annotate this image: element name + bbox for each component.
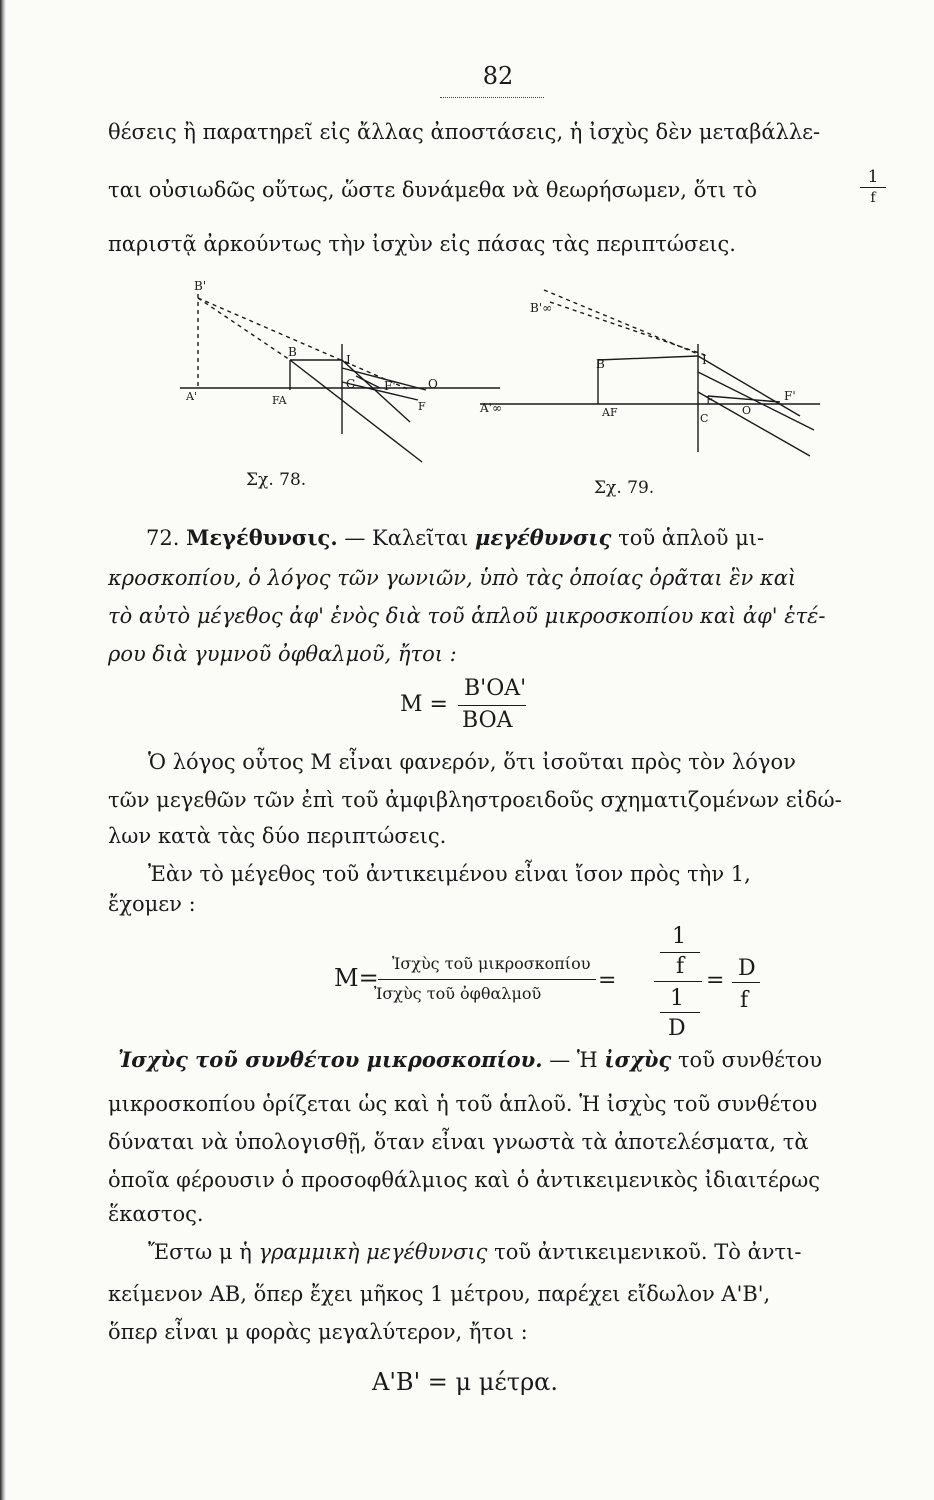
text-line: ται οὐσιωδῶς οὕτως, ὥστε δυνάμεθα νὰ θεωρήσωμεν, ὅτι τὸ — [108, 178, 758, 202]
defined-term: μεγέθυνσις — [475, 525, 612, 550]
text-line-mixed — [148, 1238, 801, 1266]
em-dash: — — [344, 526, 366, 550]
figure-79-caption: Σχ. 79. — [594, 478, 655, 498]
formula-bar — [660, 952, 700, 953]
formula-bar — [660, 1012, 700, 1013]
fraction-denominator: f — [870, 190, 876, 206]
fig78-label-C: C — [346, 377, 356, 391]
fig78-label-FA: FA — [272, 394, 287, 407]
fig78-dashed-ray — [198, 298, 410, 390]
fig78-label-F: F — [418, 400, 426, 413]
fig79-label-AF: AF — [602, 406, 618, 419]
page-number-rule — [440, 97, 544, 98]
text-line: τῶν μεγεθῶν τῶν ἐπὶ τοῦ ἀμφιβληστροειδοῦς σχηματιζομένων εἰδώ- — [108, 788, 842, 812]
section-title: Μεγέθυνσις. — [186, 525, 338, 550]
fig79-label-I: I — [702, 353, 707, 367]
em-dash: — — [549, 1048, 571, 1072]
text-line: ρου διὰ γυμνοῦ ὀφθαλμοῦ, ἤτοι : — [108, 642, 457, 666]
text-line: ὅπερ εἶναι μ φορὰς μεγαλύτερον, ἤτοι : — [108, 1320, 528, 1344]
text-fragment: τοῦ συνθέτου — [677, 1048, 823, 1072]
text-fragment: Καλεῖται — [372, 526, 469, 550]
formula-image-size: A'B' = μ μέτρα. — [372, 1368, 559, 1396]
text-fragment: Ἡ — [576, 1048, 598, 1072]
formula-right-den: f — [740, 988, 749, 1013]
section-title: Ἰσχὺς τοῦ συνθέτου μικροσκοπίου. — [118, 1047, 543, 1072]
italic-term: γραμμικὴ μεγέθυνσις — [258, 1240, 488, 1264]
text-line: Ὁ λόγος οὗτος Μ εἶναι φανερόν, ὅτι ἰσοῦται πρὸς τὸν λόγον — [148, 750, 796, 774]
formula-mid-bot-den: D — [668, 1016, 686, 1041]
fig79-ray — [698, 372, 814, 430]
formula-denominator: BOA — [462, 708, 513, 733]
figure-78-diagram — [180, 294, 500, 462]
fig79-ray — [708, 396, 780, 402]
text-fragment: Ἔστω μ ἡ — [148, 1240, 252, 1264]
formula-mid-top-den: f — [676, 954, 685, 979]
fig78-label-B: B — [288, 345, 297, 359]
text-line: Ἐὰν τὸ μέγεθος τοῦ ἀντικειμένου εἶναι ἴσον πρὸς τὴν 1, — [148, 862, 751, 886]
formula-bar — [458, 705, 526, 706]
fraction-bar — [860, 187, 886, 188]
formula-numerator: B'OA' — [464, 676, 527, 701]
formula-equals: = — [706, 968, 725, 993]
figures-diagram — [160, 272, 840, 472]
page-number: 82 — [482, 62, 514, 90]
formula-power-ratio — [334, 924, 764, 1044]
text-line: θέσεις ἢ παρατηρεῖ εἰς ἄλλας ἀποστάσεις, ἡ ἰσχὺς δὲν μεταβάλλε- — [108, 120, 821, 144]
formula-denominator-text: Ἰσχὺς τοῦ ὀφθαλμοῦ — [374, 984, 542, 1003]
text-line: τὸ αὐτὸ μέγεθος ἀφ' ἑνὸς διὰ τοῦ ἁπλοῦ μικροσκοπίου καὶ ἀφ' ἑτέ- — [108, 604, 826, 628]
fig78-label-A-prime: A' — [186, 390, 197, 403]
fig78-ray — [342, 360, 410, 422]
fig79-label-B-inf: B'∞ — [530, 301, 553, 315]
formula-lhs: M= — [334, 964, 379, 992]
text-line: ὁποῖα φέρουσιν ὁ προσοφθάλμιος καὶ ὁ ἀντικειμενικὸς ἰδιαιτέρως — [108, 1168, 820, 1192]
text-line: λων κατὰ τὰς δύο περιπτώσεις. — [108, 824, 447, 848]
text-line: κείμενον AB, ὅπερ ἔχει μῆκος 1 μέτρου, παρέχει εἴδωλον A'B', — [108, 1282, 771, 1306]
fig79-label-F-prime: F' — [784, 389, 796, 403]
inline-fraction — [858, 168, 888, 207]
formula-bar — [732, 982, 760, 983]
fig79-label-O: O — [742, 404, 752, 417]
fig79-label-C: C — [700, 412, 709, 425]
fig78-label-A-inf: A'∞ — [480, 401, 502, 415]
fig79-dashed-ray — [550, 302, 708, 356]
formula-bar — [378, 979, 596, 980]
text-fragment: τοῦ ἀντικειμενικοῦ. Τὸ ἀντι- — [494, 1240, 802, 1264]
fig78-ray — [290, 360, 422, 462]
fig78-dashed-ray — [198, 298, 290, 360]
formula-bar — [654, 981, 702, 982]
section-72-heading-line — [146, 524, 764, 552]
defined-term: ἰσχὺς — [604, 1047, 672, 1072]
formula-numerator-text: Ἰσχὺς τοῦ μικροσκοπίου — [392, 954, 591, 973]
text-line: ἕκαστος. — [108, 1202, 204, 1226]
fig79-parallel-ray — [598, 356, 698, 360]
formula-mid-bot-num: 1 — [670, 986, 684, 1011]
fig78-label-B-prime: B' — [194, 279, 207, 293]
text-line: μικροσκοπίου ὁρίζεται ὡς καὶ ἡ τοῦ ἁπλοῦ. Ἡ ἰσχὺς τοῦ συνθέτου — [108, 1092, 818, 1116]
text-line: ἔχομεν : — [108, 892, 196, 916]
fig78-label-I: I — [346, 353, 351, 367]
formula-lhs: M = — [400, 692, 448, 717]
fraction-numerator: 1 — [867, 167, 879, 187]
formula-equals: = — [598, 968, 617, 993]
page-binding-edge — [0, 0, 6, 1500]
fig78-label-O: O — [428, 377, 438, 391]
section-compound-heading-line — [118, 1046, 822, 1074]
formula-mid-top-num: 1 — [672, 924, 686, 949]
formula-right-num: D — [738, 956, 756, 981]
formula-magnification — [400, 676, 530, 736]
text-line: παριστᾷ ἀρκούντως τὴν ἰσχὺν εἰς πάσας τὰς περιπτώσεις. — [108, 232, 736, 256]
fig79-label-B: B — [596, 357, 605, 371]
figure-78-caption: Σχ. 78. — [246, 470, 307, 490]
fig78-label-F-prime: F' — [384, 379, 396, 393]
text-line: δύναται νὰ ὑπολογισθῇ, ὅταν εἶναι γνωστὰ τὰ ἀποτελέσματα, τὰ — [108, 1130, 809, 1154]
section-number: 72. — [146, 526, 180, 550]
text-fragment: τοῦ ἁπλοῦ μι- — [618, 526, 765, 550]
fig79-label-F: F — [706, 394, 714, 407]
text-line: κροσκοπίου, ὁ λόγος τῶν γωνιῶν, ὑπὸ τὰς ὁποίας ὁρᾶται ἓν καὶ — [108, 566, 797, 590]
